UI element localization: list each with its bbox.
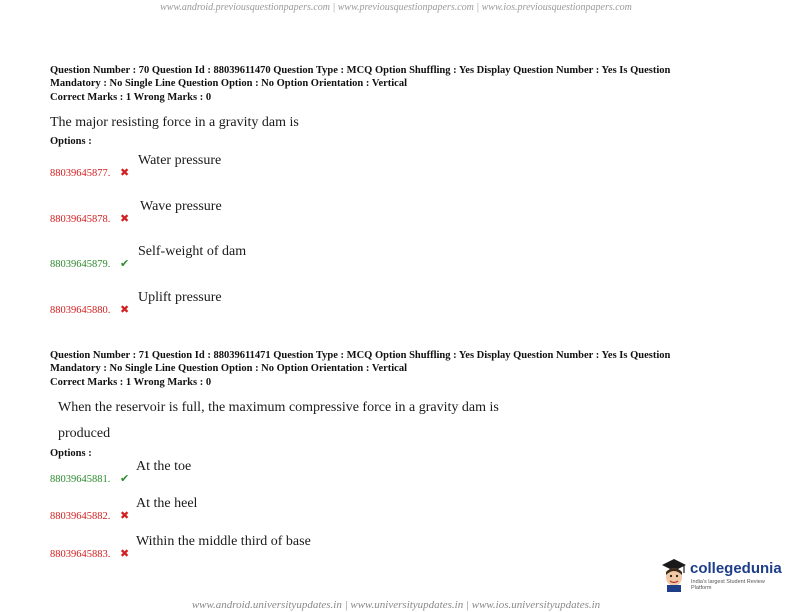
option-88039645878 <box>50 199 550 225</box>
question-meta-line-2: Mandatory : No Single Line Question Option : No Option Orientation : Vertical <box>50 362 408 374</box>
option-id: 88039645882. <box>50 511 111 522</box>
wrong-mark-icon: ✖ <box>120 510 130 522</box>
option-id: 88039645881. <box>50 474 111 485</box>
question-meta-line-1: Question Number : 70 Question Id : 88039611470 Question Type : MCQ Option Shuffling : Yes Display Question Number : Yes Is Question <box>50 65 671 76</box>
option-88039645883 <box>50 534 550 560</box>
collegedunia-logo <box>660 556 785 594</box>
header-url: www.android.previousquestionpapers.com | www.previousquestionpapers.com | www.ios.previousquestionpapers.com <box>160 2 632 13</box>
question-meta <box>50 65 750 90</box>
marks-info: Correct Marks : 1 Wrong Marks : 0 <box>50 377 212 388</box>
options-label: Options : <box>50 448 92 459</box>
option-id: 88039645877. <box>50 168 111 179</box>
logo-wordmark: collegedunia <box>690 560 782 577</box>
option-text: Self-weight of dam <box>138 244 247 259</box>
correct-check-icon: ✔ <box>120 258 130 270</box>
correct-check-icon: ✔ <box>120 473 130 485</box>
option-text: At the toe <box>136 459 192 474</box>
logo-tagline: India's largest Student Review Platform <box>691 579 765 591</box>
wrong-mark-icon: ✖ <box>120 304 130 316</box>
wrong-mark-icon: ✖ <box>120 167 130 179</box>
option-text: Water pressure <box>138 153 222 168</box>
wrong-mark-icon: ✖ <box>120 213 130 225</box>
option-88039645881 <box>50 459 550 485</box>
question-meta-line-1: Question Number : 71 Question Id : 88039611471 Question Type : MCQ Option Shuffling : Yes Display Question Number : Yes Is Question <box>50 350 671 361</box>
option-id: 88039645883. <box>50 549 111 560</box>
option-id: 88039645878. <box>50 214 111 225</box>
question-text-line-2: produced <box>58 426 111 441</box>
footer-url: www.android.universityupdates.in | www.universityupdates.in | www.ios.universityupdates.in <box>191 599 601 611</box>
option-id: 88039645880. <box>50 305 111 316</box>
question-text: The major resisting force in a gravity dam is <box>50 115 299 130</box>
options-label: Options : <box>50 136 92 147</box>
question-71 <box>50 350 750 560</box>
option-88039645879 <box>50 244 550 270</box>
question-text-line-1: When the reservoir is full, the maximum compressive force in a gravity dam is <box>58 400 499 415</box>
option-88039645877 <box>50 153 550 179</box>
option-text: Uplift pressure <box>138 290 222 305</box>
option-text: At the heel <box>136 496 198 511</box>
option-text: Within the middle third of base <box>136 534 311 549</box>
option-88039645880 <box>50 290 550 316</box>
option-88039645882 <box>50 496 550 522</box>
wrong-mark-icon: ✖ <box>120 548 130 560</box>
graduate-mascot-icon <box>660 556 688 592</box>
option-id: 88039645879. <box>50 259 111 270</box>
question-70 <box>50 65 750 316</box>
question-meta-line-2: Mandatory : No Single Line Question Option : No Option Orientation : Vertical <box>50 77 408 89</box>
marks-info: Correct Marks : 1 Wrong Marks : 0 <box>50 92 212 103</box>
question-meta <box>50 350 750 375</box>
option-text: Wave pressure <box>140 199 222 214</box>
